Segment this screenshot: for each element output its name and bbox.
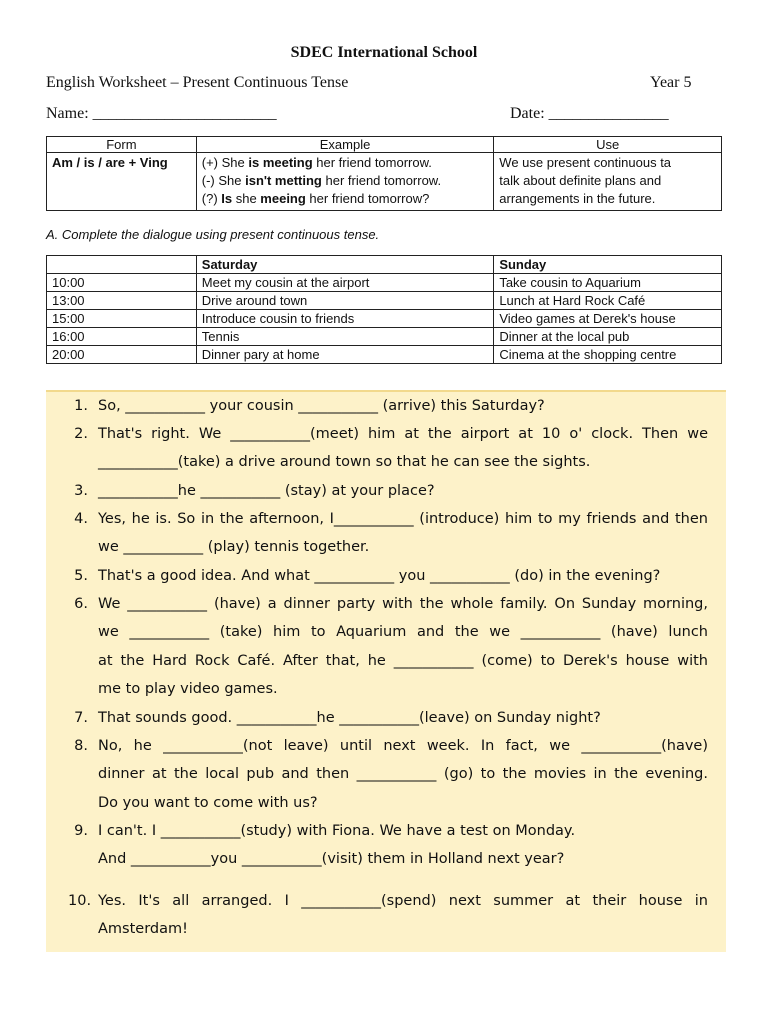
table-row: 15:00 Introduce cousin to friends Video games at Derek's house: [47, 310, 722, 328]
table-row: 13:00 Drive around town Lunch at Hard Rock Café: [47, 292, 722, 310]
example-negative: (-) She isn't metting her friend tomorrow.: [201, 173, 442, 188]
year-label: Year 5: [650, 74, 692, 91]
worksheet-title: English Worksheet – Present Continuous Tense: [46, 74, 349, 91]
date-field[interactable]: Date: _______________: [510, 105, 669, 122]
form-table: [46, 136, 722, 211]
example-question: (?) Is she meeing her friend tomorrow?: [201, 191, 430, 206]
schedule-header-sunday: Sunday: [494, 256, 722, 274]
schedule-header-time: [47, 256, 197, 274]
exercise-panel: 1. So, ___________ your cousin ___________ (arrive) this Saturday? 2. That's right. We ___________(meet) him at the airport at 10 o' clock. Then we ___________(take) a drive around town so that he can see the sights. 3. ___________he ___________ (stay) at your place? 4. Yes, he is. So in the afternoon, I___________ (introduce) him to my friends and then we ___________ (play) tennis together. 5. That's a good idea. And what ___________ you ___________ (do) in the evening? 6. We ___________ (have) a dinner party with the whole family. On Sunday morning, we ___________ (take) him to Aquarium and the we ___________ (have) lunch at the Hard Rock Café. After that, he ___________ (come) to Derek's house with me to play video games. 7. That sounds good. ___________he ___________(leave) on Sunday night? 8. No, he ___________(not leave) until next week. In fact, we ___________(have) dinner at the local pub and then ___________ (go) to the movies in the evening. Do you want to come with us? 9. I can't. I ___________(study) with Fiona. We have a test on Monday. And ___________you ___________(visit) them in Holland next year? 10. Yes. It's all arranged. I ___________(spend) next summer at their house in Amsterdam!: [46, 390, 726, 952]
table-row: 10:00 Meet my cousin at the airport Take cousin to Aquarium: [47, 274, 722, 292]
school-title: SDEC International School: [290, 44, 478, 61]
use-header: Use: [494, 137, 722, 153]
example-cell: [196, 153, 494, 211]
table-row: 20:00 Dinner pary at home Cinema at the shopping centre: [47, 346, 722, 364]
schedule-header-saturday: Saturday: [196, 256, 494, 274]
form-cell: Am / is / are + Ving: [47, 153, 197, 211]
instruction: A. Complete the dialogue using present continuous tense.: [46, 227, 380, 242]
use-cell: We use present continuous ta talk about definite plans and arrangements in the future.: [494, 153, 722, 211]
example-positive: (+) She is meeting her friend tomorrow.: [201, 155, 432, 170]
example-header: Example: [196, 137, 494, 153]
form-header: Form: [47, 137, 197, 153]
table-row: 16:00 Tennis Dinner at the local pub: [47, 328, 722, 346]
name-field[interactable]: Name: _______________________: [46, 105, 277, 122]
schedule-table: [46, 255, 722, 364]
